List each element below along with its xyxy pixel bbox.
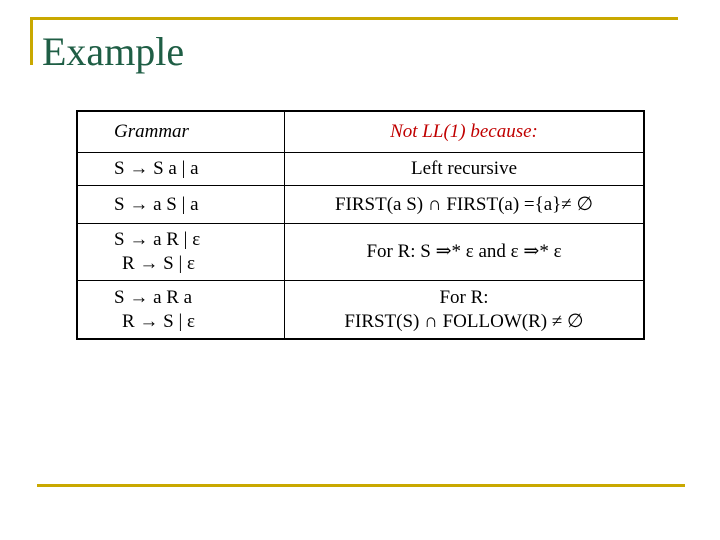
table-row	[77, 153, 644, 186]
left-rule	[30, 17, 33, 65]
header-reason: Not LL(1) because:	[285, 111, 645, 153]
header-grammar: Grammar	[77, 111, 285, 153]
table-row	[77, 186, 644, 224]
grammar-cell	[77, 224, 285, 281]
reason-line: Left recursive	[410, 158, 518, 179]
grammar-line: S → a R a	[114, 286, 193, 308]
top-rule	[30, 17, 678, 20]
grammar-line: S → S a | a	[114, 158, 199, 179]
reason-line: FIRST(S) ∩ FOLLOW(R) ≠ ∅	[344, 310, 584, 332]
grammar-line: S → a S | a	[114, 193, 199, 215]
grammar-line: R → S | ε	[122, 253, 196, 274]
grammar-cell	[77, 153, 285, 186]
table-row	[77, 281, 644, 340]
bottom-rule	[37, 484, 685, 487]
table-row	[77, 224, 644, 281]
reason-cell	[285, 281, 645, 340]
reason-line: FIRST(a S) ∩ FIRST(a) ={a}≠ ∅	[334, 193, 594, 215]
grammar-line: R → S | ε	[122, 310, 196, 332]
grammar-line: S → a R | ε	[114, 229, 201, 250]
reason-cell	[285, 224, 645, 281]
reason-line: For R: S ⇒* ε and ε ⇒* ε	[366, 241, 562, 262]
grammar-table	[76, 110, 645, 340]
reason-cell	[285, 186, 645, 224]
slide-title: Example	[42, 29, 185, 74]
reason-cell	[285, 153, 645, 186]
grammar-cell	[77, 281, 285, 340]
table-header-row	[77, 111, 644, 153]
reason-line: For R:	[439, 286, 489, 308]
grammar-cell	[77, 186, 285, 224]
